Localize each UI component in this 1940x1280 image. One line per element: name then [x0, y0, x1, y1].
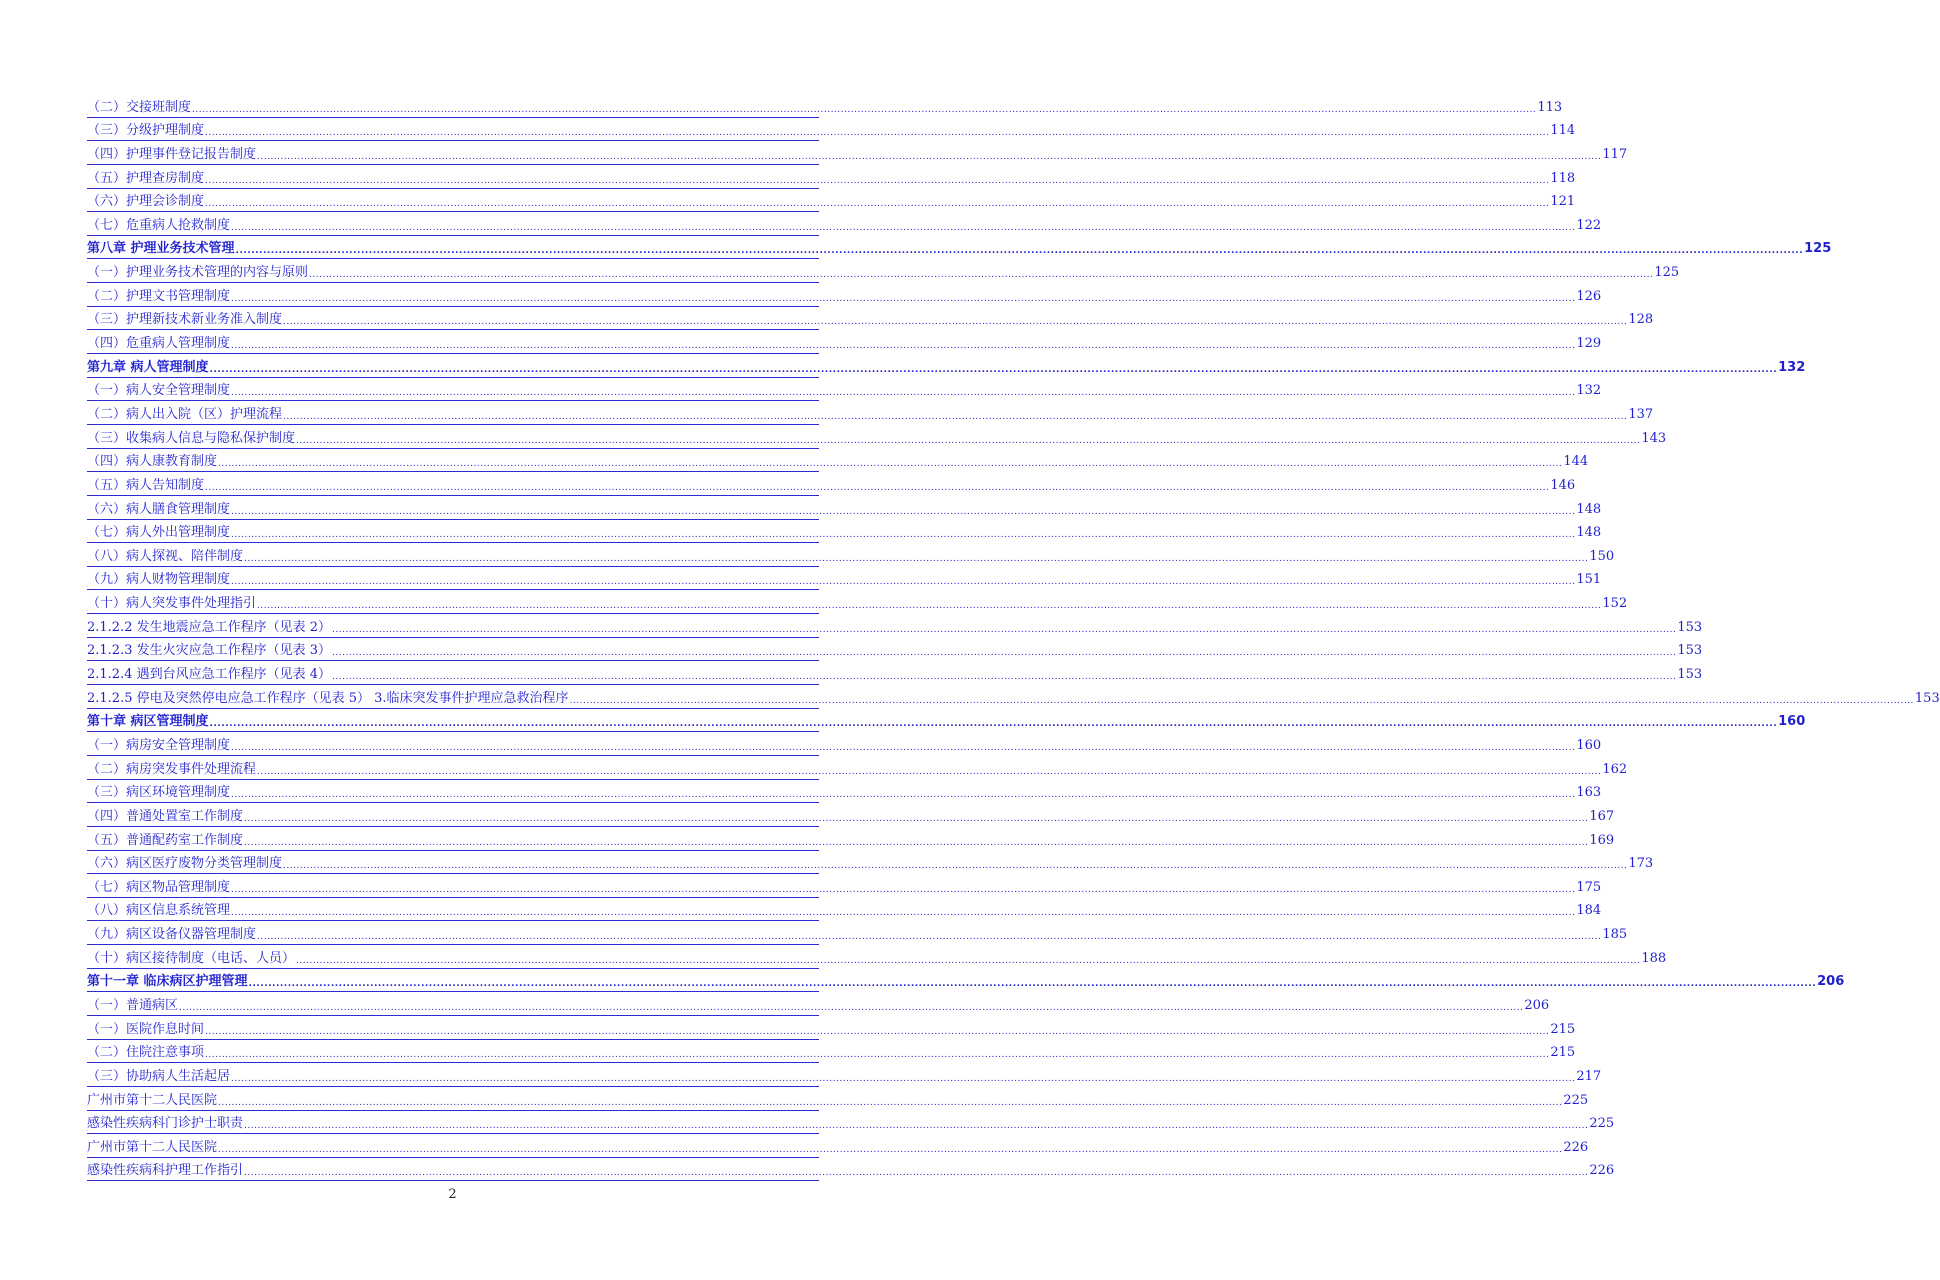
toc-entry-title: （一）病人安全管理制度 [87, 383, 231, 399]
dot-leader: ................................................................................................................................................................................................................................................................................................................................................................................................................ [248, 979, 1817, 990]
dot-leader: ................................................................................................................................................................................................................................................................................................................................................................................................................ [332, 672, 1677, 683]
toc-entry-page: 148 [1576, 525, 1602, 541]
toc-entry-title: 感染性疾病科护理工作指引 [87, 1163, 244, 1179]
dot-leader: ................................................................................................................................................................................................................................................................................................................................................................................................................ [283, 861, 1628, 872]
toc-entry-title: （七）危重病人抢救制度 [87, 217, 231, 233]
toc-entry-title: （五）普通配药室工作制度 [87, 832, 244, 848]
toc-entry-link[interactable] [87, 756, 1628, 780]
toc-entry-title: 2.1.2.5 停电及突然停电应急工作程序（见表 5） 3.临床突发事件护理应急救治程序 [87, 690, 569, 706]
dot-leader: ................................................................................................................................................................................................................................................................................................................................................................................................................ [231, 341, 1576, 352]
toc-entry-title: （二）住院注意事项 [87, 1045, 205, 1061]
toc-entry-page: 226 [1563, 1139, 1589, 1155]
dot-leader: ................................................................................................................................................................................................................................................................................................................................................................................................................ [231, 388, 1576, 399]
toc-entry-title: （二）护理文书管理制度 [87, 288, 231, 304]
toc-entry-page: 144 [1563, 454, 1589, 470]
toc-entry-link[interactable] [87, 1063, 1602, 1087]
toc-entry-title: 2.1.2.4 遇到台风应急工作程序（见表 4） [87, 667, 332, 683]
toc-entry-page: 113 [1537, 99, 1563, 115]
toc-entry-link[interactable] [87, 543, 1615, 567]
toc-entry-title: （三）护理新技术新业务准入制度 [87, 312, 283, 328]
table-of-contents [87, 94, 1940, 1181]
toc-entry-link[interactable] [87, 945, 1667, 969]
toc-entry-title: （七）病人外出管理制度 [87, 525, 231, 541]
toc-entry-link[interactable] [87, 1158, 1615, 1182]
toc-entry-title: 2.1.2.2 发生地震应急工作程序（见表 2） [87, 619, 332, 635]
toc-entry-title: 第九章 病人管理制度 [87, 359, 209, 375]
toc-entry-link[interactable] [87, 803, 1615, 827]
toc-entry-title: （四）护理事件登记报告制度 [87, 146, 257, 162]
toc-entry-page: 169 [1589, 832, 1615, 848]
toc-entry-link[interactable] [87, 827, 1615, 851]
dot-leader: ................................................................................................................................................................................................................................................................................................................................................................................................................ [244, 837, 1589, 848]
toc-entry-title: （八）病人探视、陪伴制度 [87, 548, 244, 564]
toc-entry-page: 153 [1677, 619, 1703, 635]
dot-leader: ................................................................................................................................................................................................................................................................................................................................................................................................................ [257, 601, 1602, 612]
toc-entry-link[interactable] [87, 401, 1654, 425]
toc-entry-link[interactable] [87, 141, 1628, 165]
dot-leader: ................................................................................................................................................................................................................................................................................................................................................................................................................ [205, 1026, 1550, 1037]
toc-entry-link[interactable] [87, 590, 1628, 614]
toc-entry-page: 175 [1576, 879, 1602, 895]
toc-entry-link[interactable] [87, 898, 1602, 922]
toc-entry-link[interactable] [87, 921, 1628, 945]
dot-leader: ................................................................................................................................................................................................................................................................................................................................................................................................................ [209, 364, 1778, 375]
toc-entry-link[interactable] [87, 520, 1602, 544]
dot-leader: ................................................................................................................................................................................................................................................................................................................................................................................................................ [218, 1144, 1563, 1155]
toc-entry-link[interactable] [87, 732, 1602, 756]
toc-entry-page: 215 [1550, 1045, 1576, 1061]
toc-entry-page: 117 [1602, 146, 1628, 162]
toc-entry-title: （二）交接班制度 [87, 99, 192, 115]
toc-entry-page: 151 [1576, 572, 1602, 588]
toc-entry-title: （四）危重病人管理制度 [87, 336, 231, 352]
dot-leader: ................................................................................................................................................................................................................................................................................................................................................................................................................ [218, 1097, 1563, 1108]
toc-entry-link[interactable] [87, 1087, 1589, 1111]
dot-leader: ................................................................................................................................................................................................................................................................................................................................................................................................................ [231, 506, 1576, 517]
toc-entry-title: （二）病房突发事件处理流程 [87, 761, 257, 777]
toc-entry-title: （八）病区信息系统管理 [87, 903, 231, 919]
toc-entry-link[interactable] [87, 1016, 1576, 1040]
page-number: 2 [448, 1187, 457, 1202]
dot-leader: ................................................................................................................................................................................................................................................................................................................................................................................................................ [244, 1168, 1589, 1179]
dot-leader: ................................................................................................................................................................................................................................................................................................................................................................................................................ [296, 955, 1641, 966]
toc-entry-title: 感染性疾病科门诊护士职责 [87, 1116, 244, 1132]
dot-leader: ................................................................................................................................................................................................................................................................................................................................................................................................................ [231, 884, 1576, 895]
toc-entry-title: 第十一章 临床病区护理管理 [87, 974, 248, 990]
toc-entry-link[interactable] [87, 567, 1602, 591]
toc-entry-page: 153 [1677, 667, 1703, 683]
dot-leader: ................................................................................................................................................................................................................................................................................................................................................................................................................ [205, 482, 1550, 493]
toc-entry-link[interactable] [87, 425, 1667, 449]
toc-entry-title: （十）病区接待制度（电话、人员） [87, 950, 296, 966]
toc-entry-page: 125 [1654, 265, 1680, 281]
dot-leader: ................................................................................................................................................................................................................................................................................................................................................................................................................ [244, 553, 1589, 564]
toc-entry-title: （四）病人康教育制度 [87, 454, 218, 470]
toc-entry-title: （五）护理查房制度 [87, 170, 205, 186]
toc-entry-link[interactable] [87, 851, 1654, 875]
dot-leader: ................................................................................................................................................................................................................................................................................................................................................................................................................ [257, 151, 1602, 162]
dot-leader: ................................................................................................................................................................................................................................................................................................................................................................................................................ [244, 813, 1589, 824]
toc-entry-title: （一）医院作息时间 [87, 1021, 205, 1037]
toc-entry-page: 152 [1602, 596, 1628, 612]
toc-entry-page: 128 [1628, 312, 1654, 328]
toc-entry-page: 215 [1550, 1021, 1576, 1037]
toc-entry-page: 148 [1576, 501, 1602, 517]
toc-entry-link[interactable] [87, 661, 1703, 685]
toc-entry-page: 153 [1677, 643, 1703, 659]
dot-leader: ................................................................................................................................................................................................................................................................................................................................................................................................................ [332, 624, 1677, 635]
toc-entry-title: （三）协助病人生活起居 [87, 1068, 231, 1084]
dot-leader: ................................................................................................................................................................................................................................................................................................................................................................................................................ [205, 128, 1550, 139]
toc-entry-link[interactable] [87, 496, 1602, 520]
dot-leader: ................................................................................................................................................................................................................................................................................................................................................................................................................ [231, 790, 1576, 801]
toc-entry-link[interactable] [87, 992, 1550, 1016]
toc-chapter-link[interactable] [87, 354, 1806, 378]
toc-entry-page: 121 [1550, 194, 1576, 210]
toc-entry-page: 122 [1576, 217, 1602, 233]
dot-leader: ................................................................................................................................................................................................................................................................................................................................................................................................................ [231, 293, 1576, 304]
toc-entry-title: （三）病区环境管理制度 [87, 785, 231, 801]
dot-leader: ................................................................................................................................................................................................................................................................................................................................................................................................................ [231, 577, 1576, 588]
dot-leader: ................................................................................................................................................................................................................................................................................................................................................................................................................ [283, 317, 1628, 328]
toc-entry-link[interactable] [87, 330, 1602, 354]
toc-entry-link[interactable] [87, 614, 1703, 638]
toc-entry-link[interactable] [87, 874, 1602, 898]
toc-entry-title: （六）病区医疗废物分类管理制度 [87, 856, 283, 872]
dot-leader: ................................................................................................................................................................................................................................................................................................................................................................................................................ [218, 459, 1563, 470]
toc-entry-link[interactable] [87, 780, 1602, 804]
dot-leader: ................................................................................................................................................................................................................................................................................................................................................................................................................ [569, 695, 1914, 706]
toc-entry-page: 226 [1589, 1163, 1615, 1179]
toc-entry-title: 2.1.2.3 发生火灾应急工作程序（见表 3） [87, 643, 332, 659]
toc-entry-page: 160 [1576, 737, 1602, 753]
toc-entry-title: 第十章 病区管理制度 [87, 714, 209, 730]
dot-leader: ................................................................................................................................................................................................................................................................................................................................................................................................................ [231, 1073, 1576, 1084]
toc-entry-page: 184 [1576, 903, 1602, 919]
dot-leader: ................................................................................................................................................................................................................................................................................................................................................................................................................ [231, 908, 1576, 919]
toc-entry-page: 163 [1576, 785, 1602, 801]
dot-leader: ................................................................................................................................................................................................................................................................................................................................................................................................................ [235, 246, 1804, 257]
toc-entry-page: 160 [1778, 714, 1806, 730]
toc-entry-title: （一）病房安全管理制度 [87, 737, 231, 753]
toc-entry-title: （三）分级护理制度 [87, 123, 205, 139]
dot-leader: ................................................................................................................................................................................................................................................................................................................................................................................................................ [309, 270, 1654, 281]
toc-entry-page: 167 [1589, 808, 1615, 824]
toc-entry-title: （六）护理会诊制度 [87, 194, 205, 210]
dot-leader: ................................................................................................................................................................................................................................................................................................................................................................................................................ [332, 648, 1677, 659]
toc-entry-title: （九）病区设备仪器管理制度 [87, 927, 257, 943]
toc-chapter-link[interactable] [87, 709, 1806, 733]
dot-leader: ................................................................................................................................................................................................................................................................................................................................................................................................................ [257, 766, 1602, 777]
dot-leader: ................................................................................................................................................................................................................................................................................................................................................................................................................ [231, 742, 1576, 753]
toc-entry-link[interactable] [87, 685, 1940, 709]
toc-entry-link[interactable] [87, 165, 1576, 189]
toc-entry-title: 广州市第十二人民医院 [87, 1139, 218, 1155]
toc-entry-page: 118 [1550, 170, 1576, 186]
dot-leader: ................................................................................................................................................................................................................................................................................................................................................................................................................ [283, 411, 1628, 422]
toc-entry-page: 162 [1602, 761, 1628, 777]
toc-entry-page: 146 [1550, 477, 1576, 493]
toc-entry-page: 150 [1589, 548, 1615, 564]
toc-entry-link[interactable] [87, 472, 1576, 496]
toc-entry-title: （一）普通病区 [87, 997, 179, 1013]
dot-leader: ................................................................................................................................................................................................................................................................................................................................................................................................................ [209, 719, 1778, 730]
toc-entry-page: 153 [1914, 690, 1940, 706]
toc-entry-link[interactable] [87, 94, 1563, 118]
toc-entry-title: （四）普通处置室工作制度 [87, 808, 244, 824]
toc-entry-link[interactable] [87, 378, 1602, 402]
toc-entry-link[interactable] [87, 1134, 1589, 1158]
toc-entry-title: （九）病人财物管理制度 [87, 572, 231, 588]
dot-leader: ................................................................................................................................................................................................................................................................................................................................................................................................................ [231, 222, 1576, 233]
dot-leader: ................................................................................................................................................................................................................................................................................................................................................................................................................ [257, 932, 1602, 943]
toc-entry-page: 132 [1778, 359, 1806, 375]
toc-entry-title: （二）病人出入院（区）护理流程 [87, 406, 283, 422]
toc-chapter-link[interactable] [87, 236, 1832, 260]
toc-entry-page: 132 [1576, 383, 1602, 399]
toc-entry-page: 173 [1628, 856, 1654, 872]
toc-entry-link[interactable] [87, 283, 1602, 307]
toc-entry-link[interactable] [87, 1111, 1615, 1135]
toc-entry-link[interactable] [87, 1040, 1576, 1064]
toc-entry-page: 114 [1550, 123, 1576, 139]
toc-entry-link[interactable] [87, 118, 1576, 142]
toc-entry-title: 广州市第十二人民医院 [87, 1092, 218, 1108]
toc-entry-title: （五）病人告知制度 [87, 477, 205, 493]
toc-entry-title: （三）收集病人信息与隐私保护制度 [87, 430, 296, 446]
toc-entry-title: （十）病人突发事件处理指引 [87, 596, 257, 612]
toc-entry-link[interactable] [87, 307, 1654, 331]
toc-entry-link[interactable] [87, 259, 1680, 283]
dot-leader: ................................................................................................................................................................................................................................................................................................................................................................................................................ [205, 1050, 1550, 1061]
toc-entry-page: 206 [1524, 997, 1550, 1013]
toc-entry-title: （一）护理业务技术管理的内容与原则 [87, 265, 309, 281]
dot-leader: ................................................................................................................................................................................................................................................................................................................................................................................................................ [179, 1002, 1524, 1013]
toc-entry-page: 137 [1628, 406, 1654, 422]
toc-entry-page: 188 [1641, 950, 1667, 966]
toc-entry-page: 185 [1602, 927, 1628, 943]
toc-entry-page: 225 [1563, 1092, 1589, 1108]
dot-leader: ................................................................................................................................................................................................................................................................................................................................................................................................................ [205, 199, 1550, 210]
toc-entry-page: 206 [1817, 974, 1845, 990]
dot-leader: ................................................................................................................................................................................................................................................................................................................................................................................................................ [231, 530, 1576, 541]
toc-entry-page: 126 [1576, 288, 1602, 304]
toc-entry-link[interactable] [87, 212, 1602, 236]
toc-entry-page: 225 [1589, 1116, 1615, 1132]
toc-entry-page: 129 [1576, 336, 1602, 352]
toc-entry-link[interactable] [87, 638, 1703, 662]
dot-leader: ................................................................................................................................................................................................................................................................................................................................................................................................................ [192, 104, 1537, 115]
dot-leader: ................................................................................................................................................................................................................................................................................................................................................................................................................ [244, 1121, 1589, 1132]
toc-entry-page: 125 [1804, 241, 1832, 257]
toc-entry-title: （六）病人膳食管理制度 [87, 501, 231, 517]
toc-entry-title: 第八章 护理业务技术管理 [87, 241, 235, 257]
toc-entry-link[interactable] [87, 449, 1589, 473]
toc-entry-title: （七）病区物品管理制度 [87, 879, 231, 895]
dot-leader: ................................................................................................................................................................................................................................................................................................................................................................................................................ [296, 435, 1641, 446]
toc-entry-page: 217 [1576, 1068, 1602, 1084]
toc-chapter-link[interactable] [87, 969, 1845, 993]
toc-entry-link[interactable] [87, 189, 1576, 213]
toc-entry-page: 143 [1641, 430, 1667, 446]
dot-leader: ................................................................................................................................................................................................................................................................................................................................................................................................................ [205, 175, 1550, 186]
